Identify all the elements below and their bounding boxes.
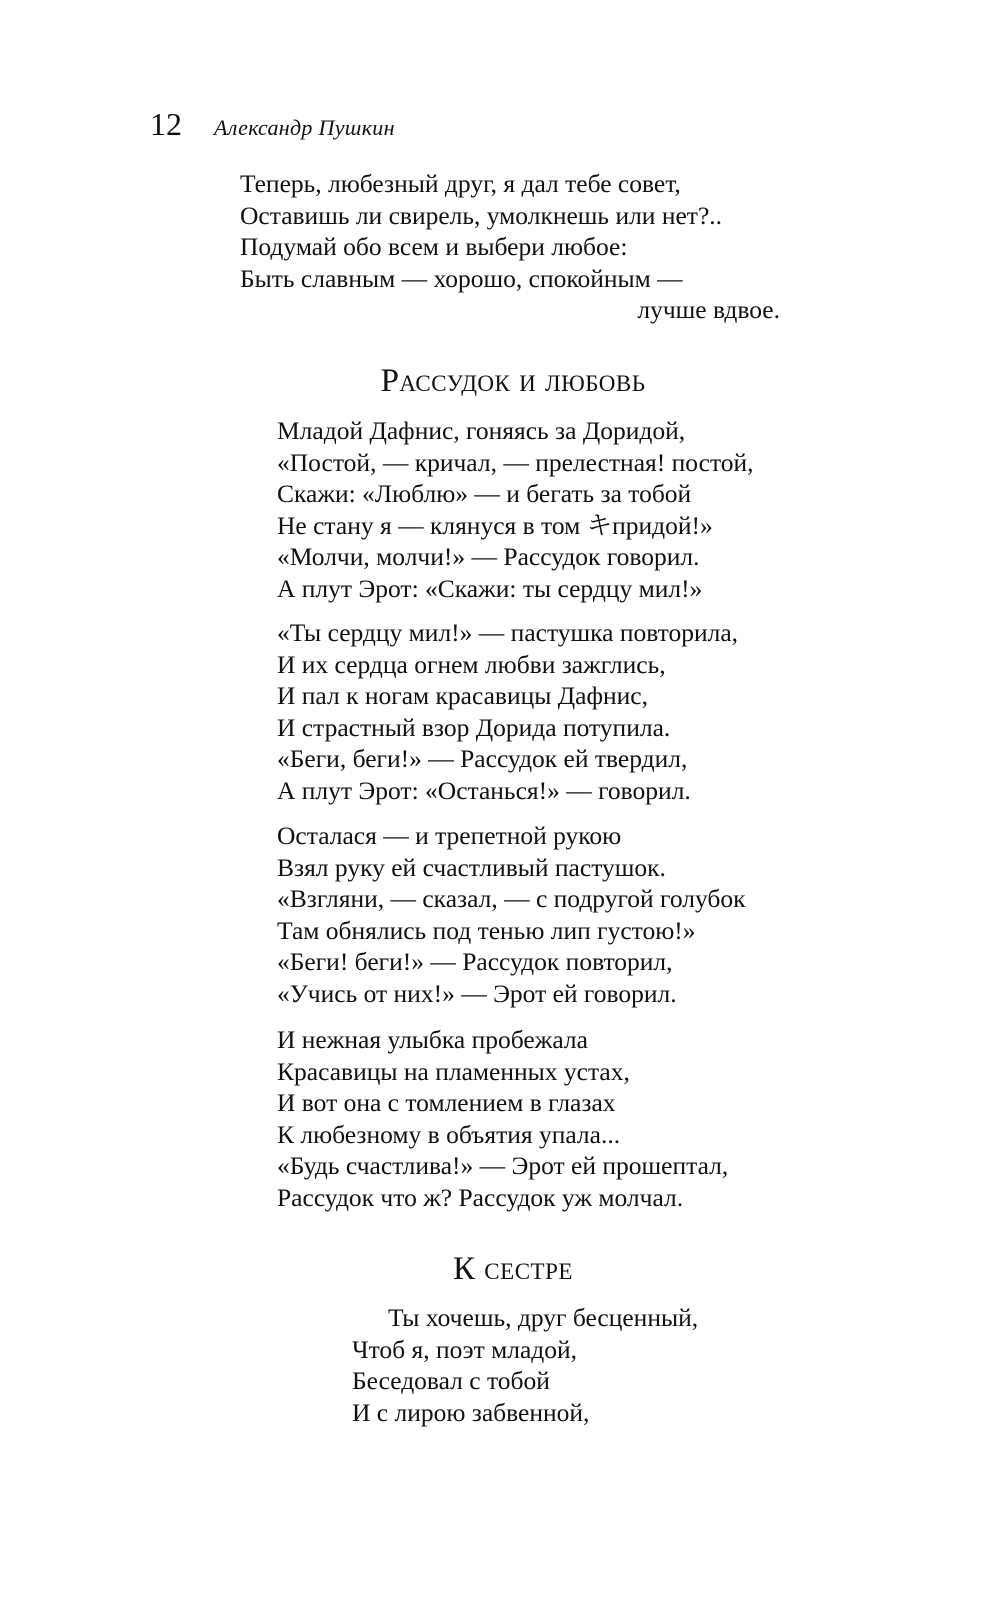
verse-line: «Учись от них!» — Эрот ей говорил. (277, 978, 677, 1008)
verse-line: Чтоб я, поэт младой, (352, 1334, 578, 1364)
verse-line: «Молчи, молчи!» — Рассудок говорил. (277, 542, 700, 571)
verse-line: «Будь счастлива!» — Эрот ей прошептал, (277, 1151, 729, 1180)
verse-line: «Взгляни, — сказал, — с подругой голубок (277, 884, 746, 913)
poem-title: К сестре (453, 1251, 573, 1287)
verse-line: Красавицы на пламенных устах, (277, 1056, 630, 1086)
verse-line-continuation: лучше вдвое. (637, 295, 780, 324)
verse-line: Рассудок что ж? Рассудок уж молчал. (277, 1182, 684, 1212)
verse-line: «Беги, беги!» — Рассудок ей твердил, (277, 744, 688, 773)
verse-line: Подумай обо всем и выбери любое: (240, 232, 628, 261)
verse-line: К любезному в объятия упала... (277, 1119, 621, 1149)
stanza (352, 1302, 698, 1428)
verse-line: «Беги! беги!» — Рассудок повторил, (277, 947, 673, 976)
verse-line: И страстный взор Дорида потупила. (277, 712, 671, 742)
verse-line: И их сердца огнем любви зажглись, (277, 649, 666, 679)
verse-line: «Ты сердцу мил!» — пастушка повторила, (277, 618, 739, 647)
stanza (277, 820, 746, 1009)
verse-line: Оставишь ли свирель, умолкнешь или нет?.. (240, 200, 723, 230)
verse-line: Там обнялись под тенью лип густою!» (277, 915, 696, 945)
previous-poem-ending (240, 168, 780, 326)
stanza (277, 415, 754, 604)
verse-line: Младой Дафнис, гоняясь за Доридой, (277, 416, 686, 445)
page-number: 12 (150, 106, 182, 142)
verse-line: Беседовал с тобой (352, 1366, 550, 1395)
verse-line: «Постой, — кричал, — прелестная! постой, (277, 447, 754, 477)
verse-line: Ты хочешь, друг бесценный, (388, 1303, 699, 1332)
running-head: Александр Пушкин (214, 115, 395, 140)
verse-line: Теперь, любезный друг, я дал тебе совет, (240, 169, 681, 198)
poem-title: Рассудок и любовь (380, 363, 646, 399)
verse-line: Скажи: «Люблю» — и бегать за тобой (277, 479, 692, 508)
page-header (150, 108, 395, 141)
verse-line: А плут Эрот: «Скажи: ты сердцу мил!» (277, 573, 703, 603)
verse-line: И вот она с томлением в глазах (277, 1088, 616, 1117)
verse-line: А плут Эрот: «Останься!» — говорил. (277, 775, 691, 805)
stanza (277, 1024, 728, 1213)
verse-line: И пал к ногам красавицы Дафнис, (277, 681, 648, 710)
verse-line: Осталася — и трепетной рукою (277, 821, 622, 850)
verse-line: Быть славным — хорошо, спокойным — (240, 263, 683, 293)
stanza (277, 617, 738, 806)
verse-line: И нежная улыбка пробежала (277, 1025, 588, 1054)
verse-line: И с лирою забвенной, (352, 1397, 590, 1427)
verse-line: Взял руку ей счастливый пастушок. (277, 852, 666, 882)
verse-line: Не стану я — клянуся в том キпридой!» (277, 510, 713, 540)
